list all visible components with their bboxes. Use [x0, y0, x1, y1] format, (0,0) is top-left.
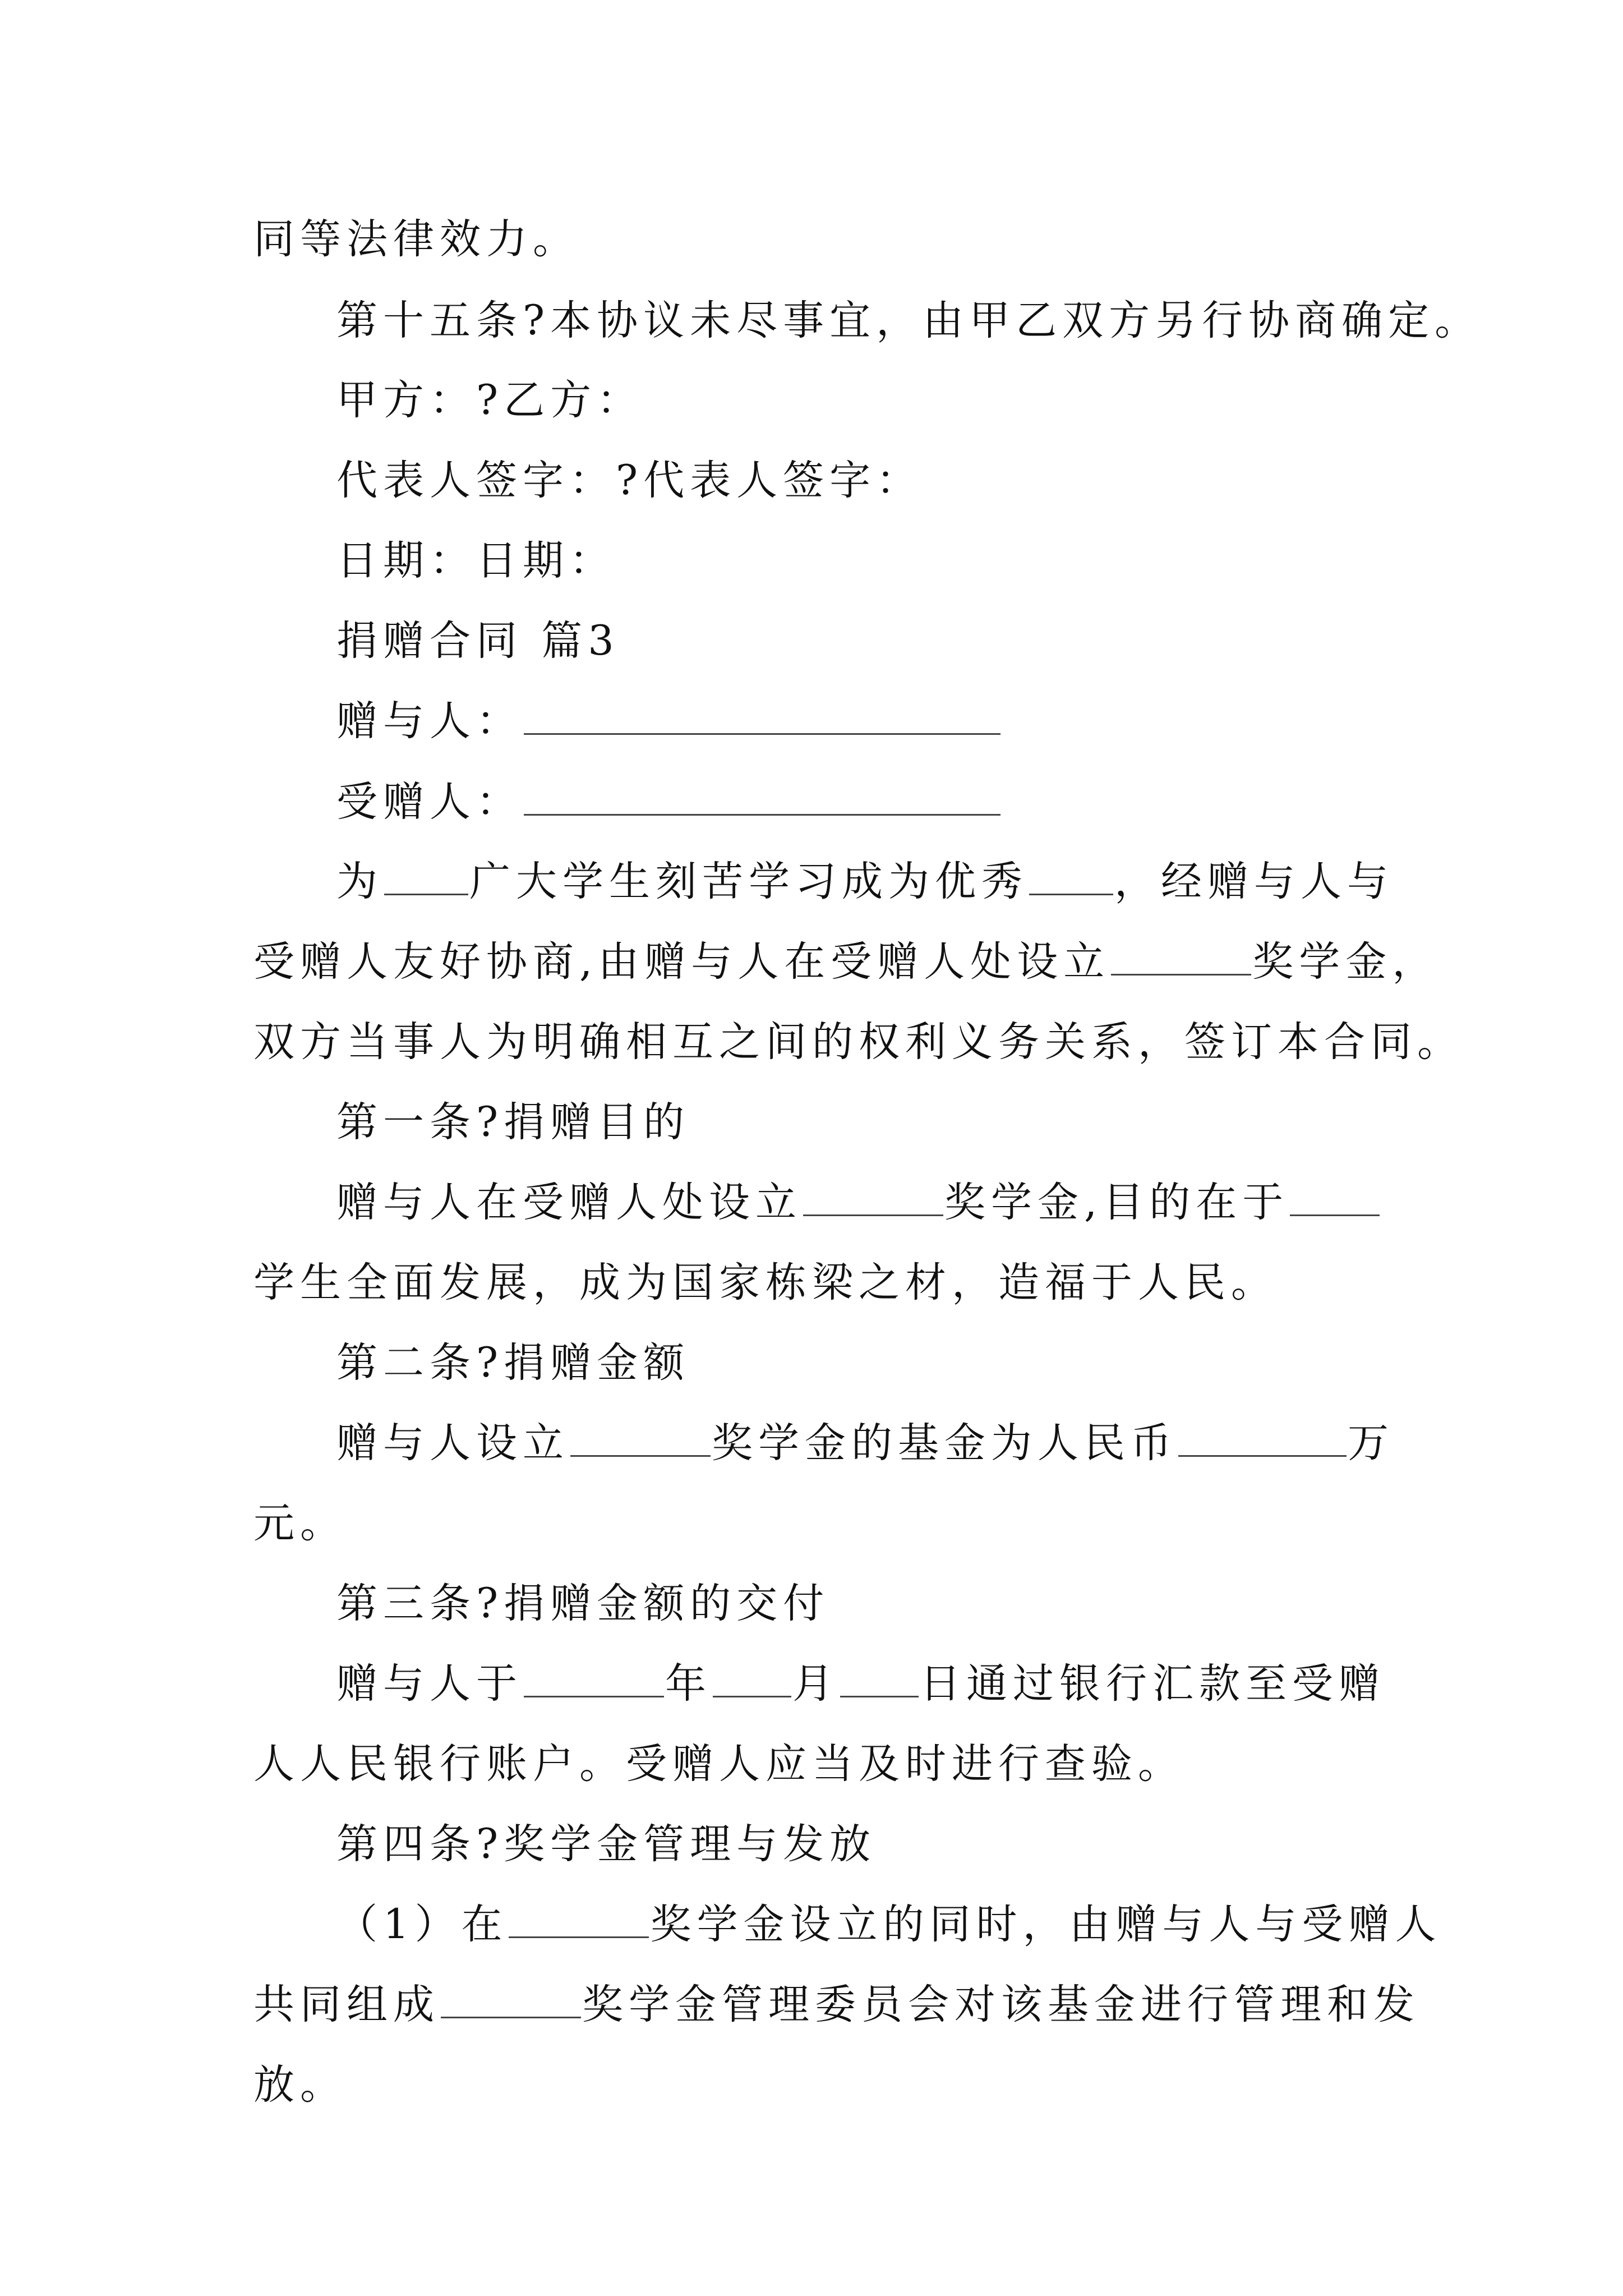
text-run: 奖学金管理委员会对该基金进行管理和发: [582, 1981, 1420, 2028]
text-run: 奖学金,目的在于: [944, 1179, 1289, 1226]
fill-in-blank: [524, 694, 1000, 735]
fill-in-blank: [441, 1977, 581, 2018]
fill-in-blank: [713, 1657, 791, 1697]
fill-in-blank: [570, 1416, 711, 1457]
fill-in-blank: [384, 854, 468, 895]
text-run: 第二条?捐赠金额: [336, 1339, 690, 1387]
text-run: 甲方：?乙方：: [336, 376, 644, 424]
paragraph-line: [0, 1971, 1623, 2039]
paragraph-line: [0, 1410, 1623, 1477]
paragraph-line: [0, 928, 1623, 996]
text-run: 赠与人于: [336, 1660, 523, 1708]
text-run: 代表人签字：?代表人签字：: [336, 457, 923, 504]
text-run: 元。: [253, 1499, 347, 1547]
text-run: 奖学金设立的同时，由赠与人与受赠人: [650, 1901, 1442, 1948]
text-run: 第四条?奖学金管理与发放: [336, 1820, 877, 1868]
paragraph-line: [0, 1731, 1623, 1798]
text-run: 赠与人设立: [336, 1419, 569, 1467]
text-run: 双方当事人为明确相互之间的权利义务关系，签订本合同。: [253, 1018, 1464, 1066]
fill-in-blank: [840, 1657, 919, 1697]
text-run: 同等法律效力。: [253, 215, 579, 263]
paragraph-line: [0, 1169, 1623, 1236]
paragraph-line: [0, 287, 1623, 355]
text-run: （1）在: [336, 1901, 508, 1948]
text-run: 受赠人友好协商,由赠与人在受赠人处设立: [253, 938, 1110, 986]
fill-in-blank: [1111, 935, 1251, 976]
text-run: 捐赠合同 篇3: [336, 617, 620, 665]
fill-in-blank: [1029, 854, 1113, 895]
section-heading: [0, 1089, 1623, 1156]
text-run: 年: [665, 1660, 712, 1708]
fill-in-blank: [524, 1657, 664, 1697]
text-run: 第一条?捐赠目的: [336, 1098, 690, 1146]
fill-in-blank: [524, 775, 1000, 816]
paragraph-line: [0, 206, 1623, 273]
text-run: 赠与人：: [336, 697, 523, 745]
paragraph-line: [0, 848, 1623, 915]
text-run: 日期：日期：: [336, 537, 616, 585]
fill-in-blank: [1290, 1175, 1380, 1216]
paragraph-line: [0, 1009, 1623, 1076]
text-run: 奖学金的基金为人民币: [712, 1419, 1177, 1467]
paragraph-line: [0, 367, 1623, 434]
text-run: 日通过银行汇款至受赠: [920, 1660, 1385, 1708]
paragraph-line: [0, 527, 1623, 595]
text-run: 月: [792, 1660, 839, 1708]
paragraph-line: [0, 1490, 1623, 1557]
text-run: 为: [336, 858, 383, 905]
paragraph-line: [0, 688, 1623, 755]
fill-in-blank: [803, 1175, 943, 1216]
section-heading: [0, 608, 1623, 675]
text-run: 广大学生刻苦学习成为优秀: [469, 858, 1028, 905]
paragraph-line: [0, 1249, 1623, 1317]
text-run: 共同组成: [253, 1981, 440, 2028]
paragraph-line: [0, 1891, 1623, 1958]
paragraph-line: [0, 1650, 1623, 1718]
text-run: 受赠人：: [336, 778, 523, 826]
paragraph-line: [0, 769, 1623, 836]
text-run: 第十五条?本协议未尽事宜，由甲乙双方另行协商确定。: [336, 297, 1482, 344]
text-run: 奖学金，: [1252, 938, 1439, 986]
text-run: 万: [1348, 1419, 1394, 1467]
paragraph-line: [0, 2051, 1623, 2119]
text-run: 学生全面发展，成为国家栋梁之材，造福于人民。: [253, 1259, 1278, 1306]
section-heading: [0, 1329, 1623, 1397]
section-heading: [0, 1811, 1623, 1878]
text-run: ，经赠与人与: [1114, 858, 1394, 905]
text-run: 放。: [253, 2061, 347, 2109]
text-run: 人人民银行账户。受赠人应当及时进行查验。: [253, 1740, 1184, 1788]
text-run: 赠与人在受赠人处设立: [336, 1179, 802, 1226]
text-run: 第三条?捐赠金额的交付: [336, 1580, 830, 1627]
fill-in-blank: [509, 1897, 649, 1938]
section-heading: [0, 1570, 1623, 1637]
fill-in-blank: [1178, 1416, 1347, 1457]
paragraph-line: [0, 447, 1623, 514]
